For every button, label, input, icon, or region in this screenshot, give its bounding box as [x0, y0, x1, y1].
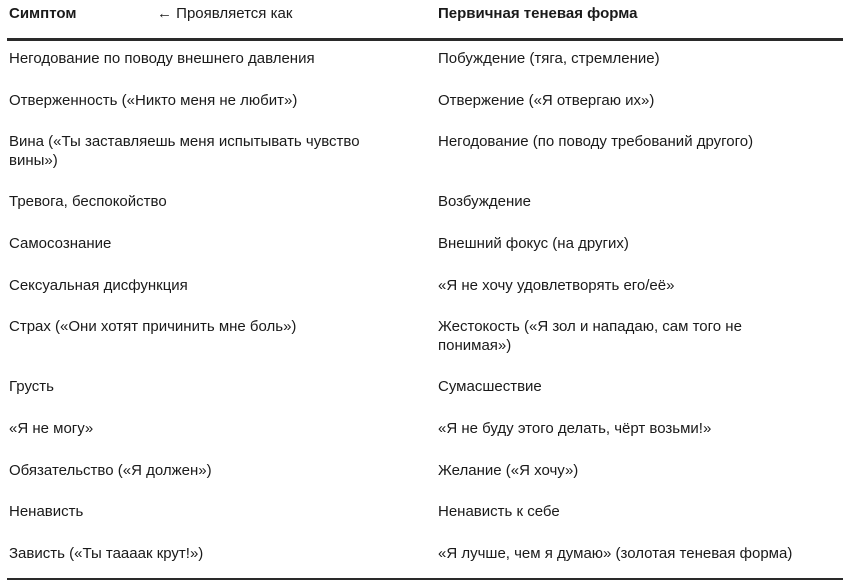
header-symptom: Симптом	[9, 5, 77, 22]
shadow-cell: Сумасшествие	[438, 378, 542, 395]
shadow-cell: «Я лучше, чем я думаю» (золотая теневая форма)	[438, 545, 793, 562]
symptom-cell: Грусть	[9, 378, 54, 395]
symptom-cell: Сексуальная дисфункция	[9, 277, 188, 294]
shadow-cell: Внешний фокус (на других)	[438, 235, 629, 252]
symptom-cell: Негодование по поводу внешнего давления	[9, 50, 315, 67]
shadow-cell: Ненависть к себе	[438, 503, 560, 520]
shadow-cell: Жестокость («Я зол и нападаю, сам того не понимая»)	[438, 318, 742, 354]
shadow-cell: Негодование (по поводу требований другого)	[438, 133, 754, 150]
symptom-cell: Отверженность («Никто меня не любит»)	[9, 92, 298, 109]
header-arrow-label: ← Проявляется как	[157, 5, 293, 22]
header-rule	[7, 38, 843, 41]
symptom-cell: Тревога, беспокойство	[9, 193, 167, 210]
footer-rule	[7, 578, 843, 580]
symptom-cell: Самосознание	[9, 235, 112, 252]
symptom-cell: Вина («Ты заставляешь меня испытывать чувство вины»)	[9, 133, 360, 169]
shadow-cell: Возбуждение	[438, 193, 531, 210]
shadow-cell: «Я не хочу удовлетворять его/её»	[438, 277, 675, 294]
header-shadow-form: Первичная теневая форма	[438, 5, 638, 22]
symptom-cell: «Я не могу»	[9, 420, 94, 437]
shadow-cell: Отвержение («Я отвергаю их»)	[438, 92, 655, 109]
symptom-cell: Обязательство («Я должен»)	[9, 462, 212, 479]
shadow-cell: Желание («Я хочу»)	[438, 462, 579, 479]
shadow-cell: «Я не буду этого делать, чёрт возьми!»	[438, 420, 712, 437]
shadow-cell: Побуждение (тяга, стремление)	[438, 50, 660, 67]
table-header	[0, 0, 847, 30]
symptom-cell: Страх («Они хотят причинить мне боль»)	[9, 318, 297, 335]
symptom-cell: Ненависть	[9, 503, 84, 520]
symptom-cell: Зависть («Ты таааак крут!»)	[9, 545, 204, 562]
